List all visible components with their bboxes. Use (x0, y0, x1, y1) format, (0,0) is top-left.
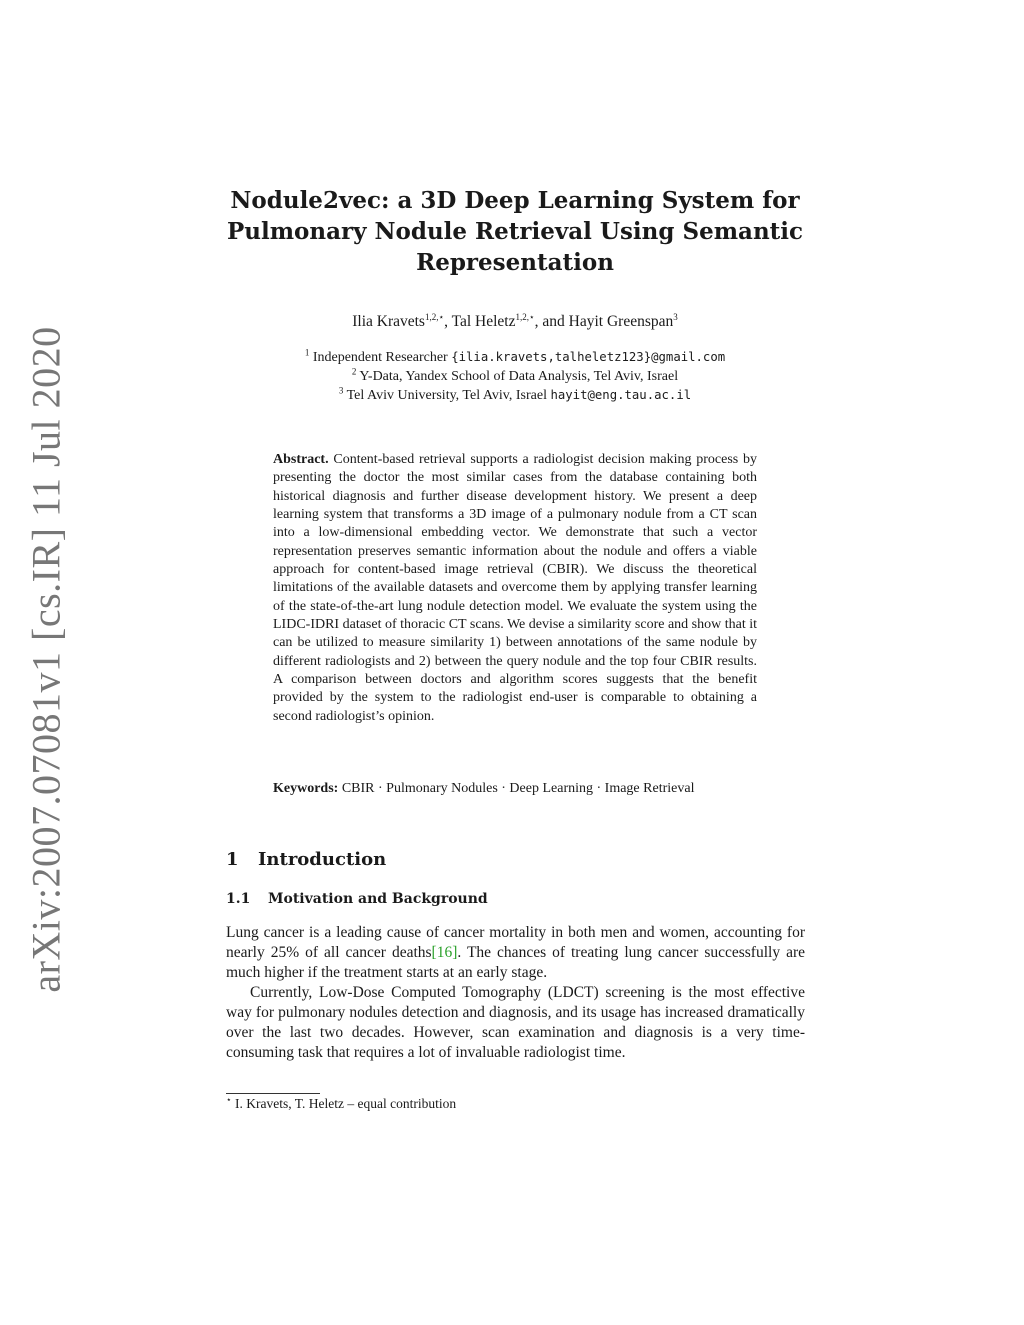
keywords-label: Keywords: (273, 781, 339, 796)
paragraph-text: . The chances of treating lung cancer successfully are much higher if the treatment starts at an early stage. (226, 944, 805, 981)
paragraph-text: Lung cancer is a leading cause of cancer mortality in both men and women, accounting for nearly 25% of all cancer deaths (226, 924, 805, 961)
section-heading (226, 849, 386, 870)
footnote-text: I. Kravets, T. Heletz – equal contribution (231, 1096, 457, 1111)
affiliation-number: 2 (351, 366, 357, 377)
affiliation-email: {ilia.kravets,talheletz123}@gmail.com (451, 350, 726, 364)
affiliation-number: 1 (304, 347, 310, 358)
footnote-rule (226, 1093, 320, 1094)
affiliation-text: Independent Researcher (312, 350, 452, 365)
author-separator: , (444, 313, 452, 330)
subsection-heading (226, 891, 488, 907)
affiliation-email: hayit@eng.tau.ac.il (550, 388, 692, 402)
author-name: Ilia Kravets (352, 313, 425, 330)
footnote (226, 1096, 456, 1112)
section-title: Introduction (258, 849, 387, 870)
abstract-text: Content-based retrieval supports a radiologist decision making process by presenting the doctor the most similar cases from the database containing both historical diagnosis and further disease development history. We present a deep learning system that transforms a 3D image of a pulmonary nodule from a CT scan into a low-dimensional embedding vector. We demonstrate that such a vector representation preserves semantic information about the nodule and offers a viable approach for content-based image retrieval (CBIR). We discuss the theoretical limitations of the available datasets and overcome them by applying transfer learning of the state-of-the-art lung nodule detection model. We evaluate the system using the LIDC-IDRI dataset of thoracic CT scans. We devise a similarity score and show that it can be utilized to measure similarity 1) between annotations of the same nodule by different radiologists and 2) between the query nodule and the top four CBIR results. A comparison between doctors and algorithm scores suggests that the benefit provided by the system to the radiologist end-user is comparable to obtaining a second radiologist’s opinion. (273, 452, 758, 724)
citation-link[interactable]: [16] (431, 944, 458, 961)
affiliation-text: Tel Aviv University, Tel Aviv, Israel (346, 388, 551, 403)
affiliation-list (200, 348, 830, 405)
body-paragraph: Currently, Low-Dose Computed Tomography (LDCT) screening is the most effective way for pulmonary nodules detection and diagnosis, and its usage has increased dramatically over the last two decades. However, scan examination and diagnosis is a very time-consuming task that requires a lot of invaluable radiologist time. (226, 984, 805, 1061)
affiliation-text: Y-Data, Yandex School of Data Analysis, Tel Aviv, Israel (359, 369, 679, 384)
author-name: Hayit Greenspan (568, 313, 674, 330)
author-affiliation-marks: 1,2,⋆ (424, 311, 445, 322)
subsection-title: Motivation and Background (268, 891, 488, 907)
author-affiliation-marks: 3 (673, 311, 678, 322)
author-list (200, 313, 830, 331)
author-separator: , and (534, 313, 569, 330)
affiliation-item (200, 348, 830, 367)
paper-title: Nodule2vec: a 3D Deep Learning System for Pulmonary Nodule Retrieval Using Semantic Representation (226, 187, 804, 276)
section-number: 1 (226, 849, 239, 870)
subsection-number: 1.1 (226, 891, 251, 907)
body-paragraph (226, 923, 805, 983)
arxiv-identifier-stamp (18, 326, 74, 993)
footnote-mark: ⋆ (226, 1094, 232, 1105)
author-name: Tal Heletz (451, 313, 516, 330)
affiliation-item (200, 386, 830, 405)
arxiv-identifier-text: arXiv:2007.07081v1 [cs.IR] 11 Jul 2020 (23, 326, 69, 993)
affiliation-number: 3 (338, 385, 344, 396)
abstract-label: Abstract. (273, 452, 329, 467)
keywords (273, 780, 757, 799)
author-affiliation-marks: 1,2,⋆ (515, 311, 535, 322)
keywords-text: CBIR · Pulmonary Nodules · Deep Learning · Image Retrieval (341, 781, 695, 796)
affiliation-item (200, 367, 830, 386)
abstract (273, 451, 757, 726)
